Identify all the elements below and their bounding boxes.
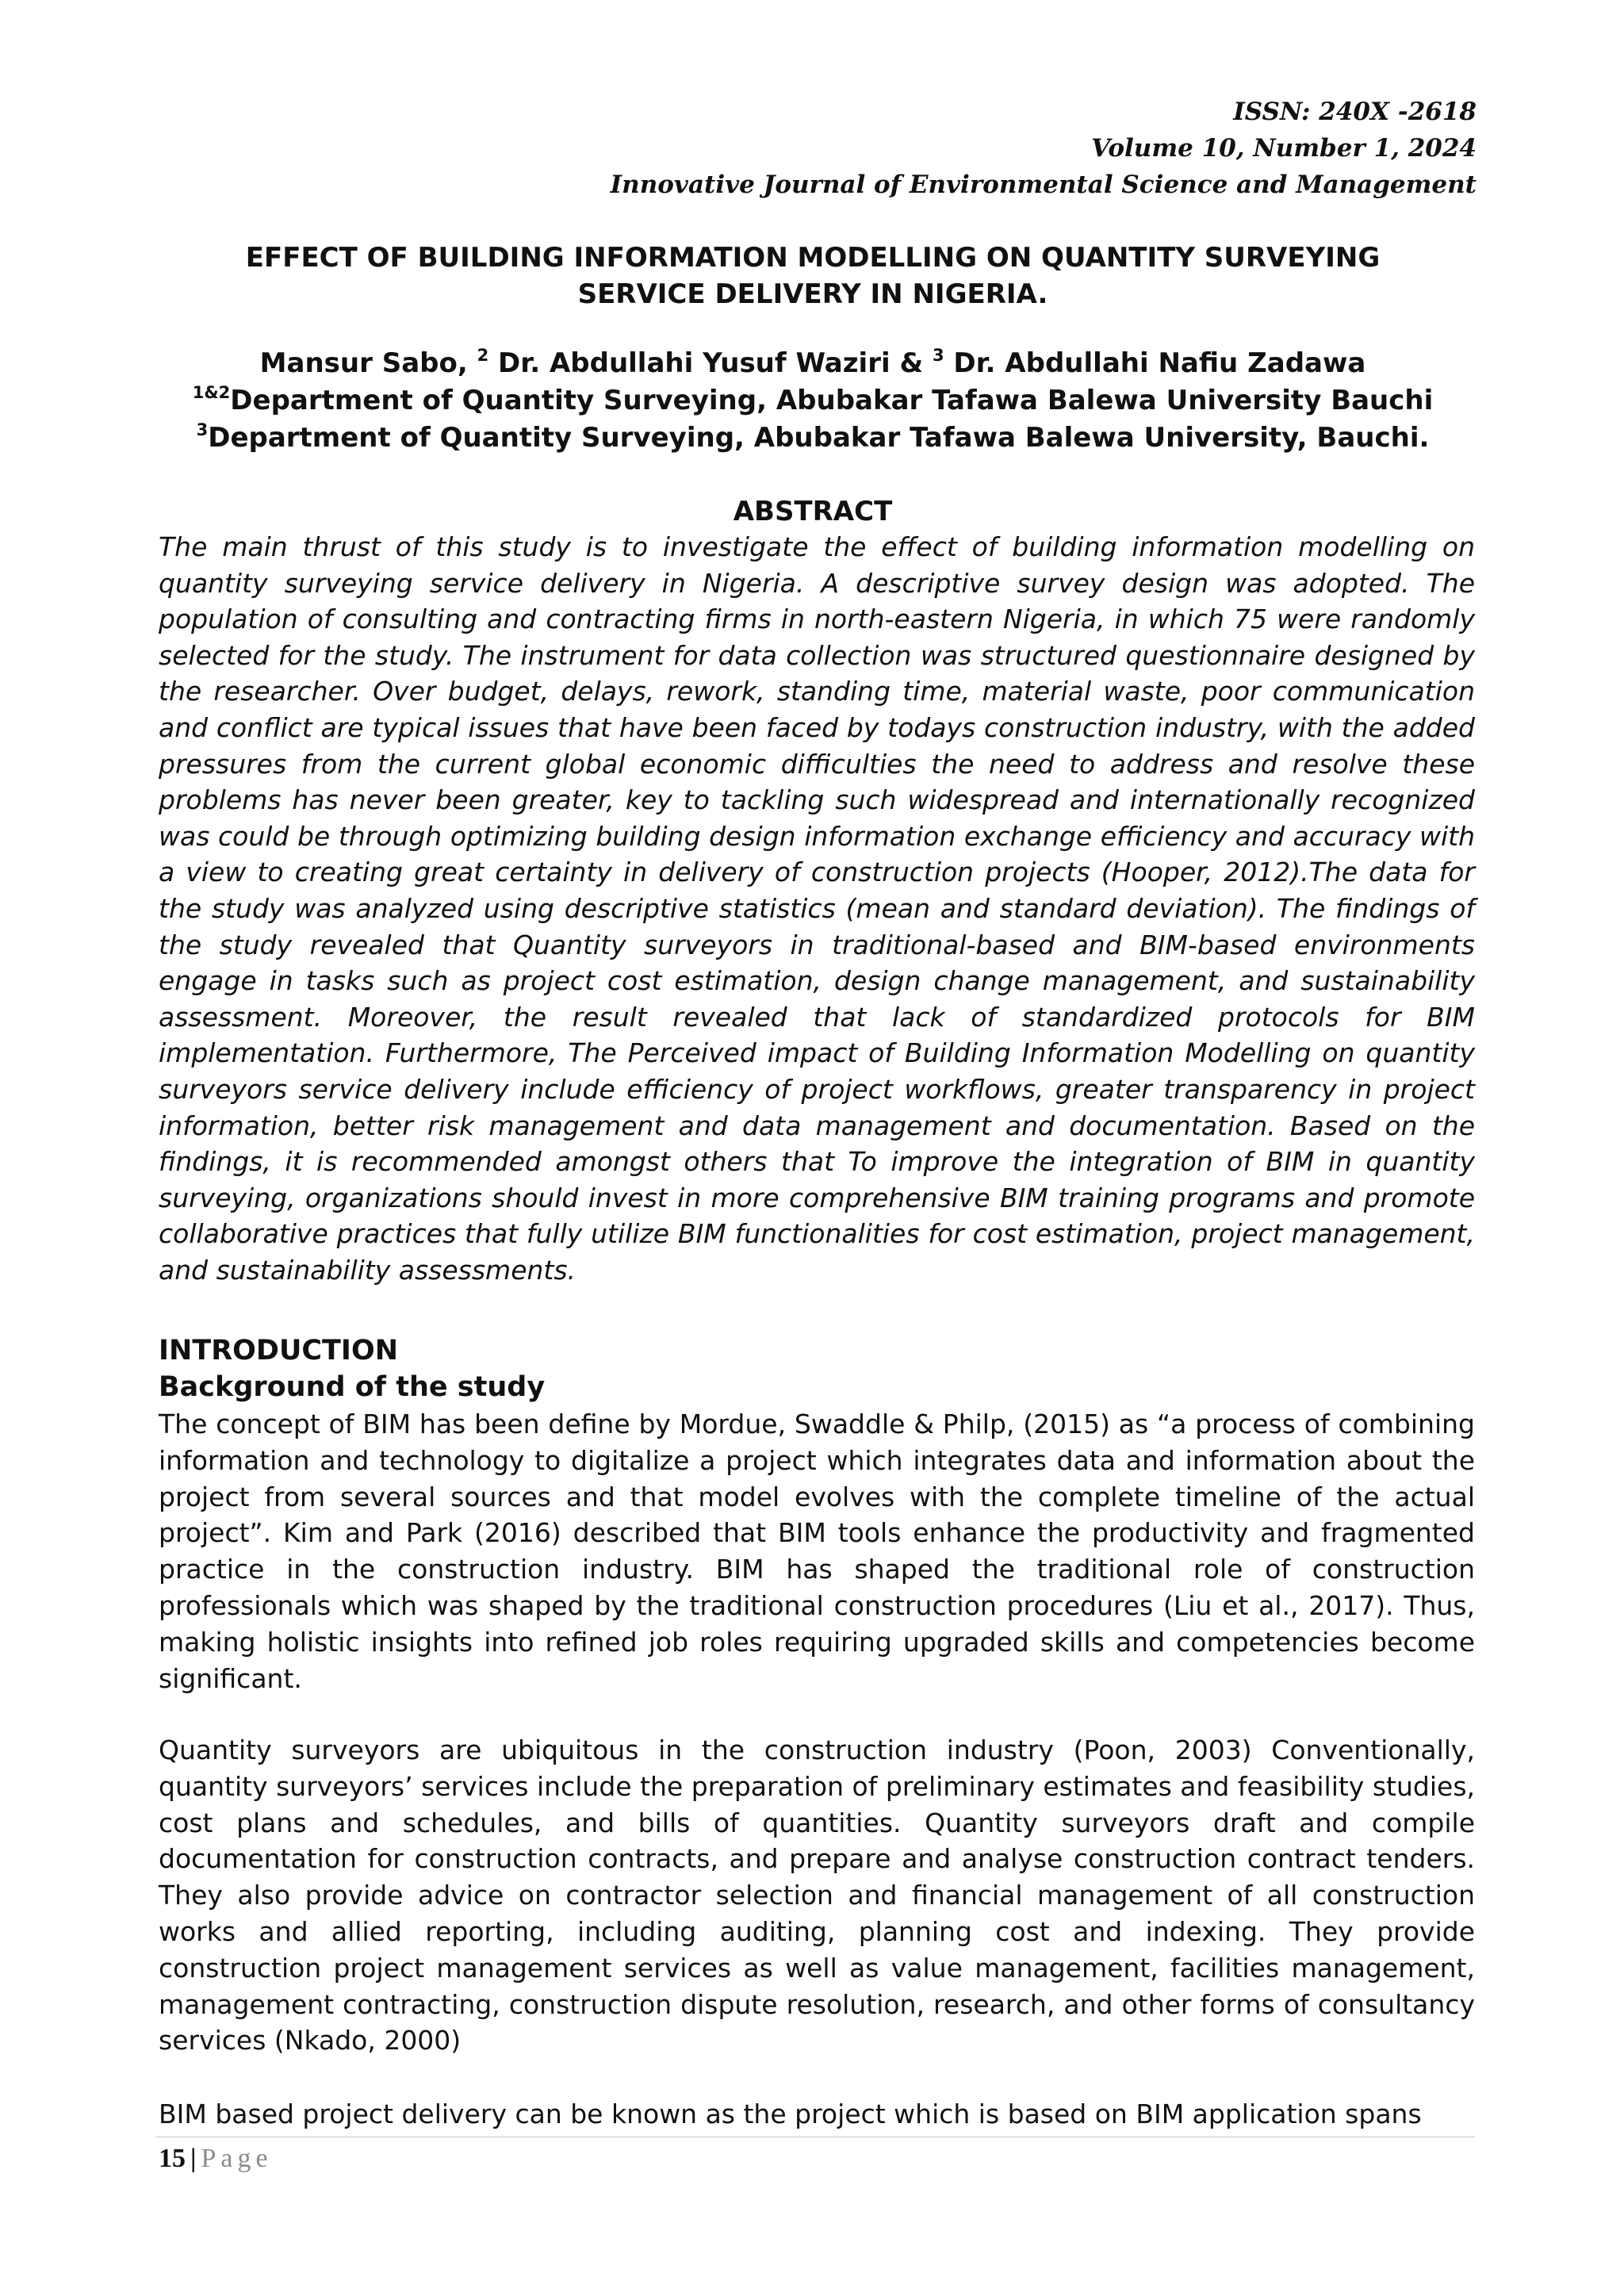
- author-2-marker: 2: [477, 346, 489, 365]
- affiliation-1-marker: 1&2: [192, 383, 231, 402]
- affiliation-2: [159, 420, 1467, 457]
- title-line-1: EFFECT OF BUILDING INFORMATION MODELLING ON QUANTITY SURVEYING: [245, 242, 1381, 274]
- author-1: Mansur Sabo,: [259, 347, 477, 379]
- page-label: Page: [201, 2144, 273, 2173]
- intro-paragraph-1: The concept of BIM has been define by Mordue, Swaddle & Philp, (2015) as “a process of combining information and technology to digitalize a project which integrates data and information about the project from several sources and that model evolves with the complete timeline of the actual project”. Kim and Park (2016) described that BIM tools enhance the productivity and fragmented practice in the construction industry. BIM has shaped the traditional role of construction professionals which was shaped by the traditional construction procedures (Liu et al., 2017). Thus, making holistic insights into refined job roles requiring upgraded skills and competencies become significant.: [159, 1409, 1475, 1694]
- author-3-marker: 3: [932, 346, 944, 365]
- affiliation-1: [159, 382, 1467, 420]
- journal-header: [611, 94, 1477, 203]
- affiliation-2-marker: 3: [196, 420, 209, 439]
- volume-line: Volume 10, Number 1, 2024: [1091, 134, 1477, 163]
- page-number: 15: [159, 2144, 186, 2173]
- author-names: [159, 345, 1467, 382]
- paper-title: [159, 240, 1467, 312]
- intro-paragraph-3: BIM based project delivery can be known as the project which is based on BIM application spans: [159, 2099, 1422, 2129]
- page-footer: [159, 2141, 273, 2176]
- abstract-text: The main thrust of this study is to investigate the effect of building information modelling on quantity surveying service delivery in Nigeria. A descriptive survey design was adopted. The population of consulting and contracting firms in north-eastern Nigeria, in which 75 were randomly selected for the study. The instrument for data collection was structured questionnaire designed by the researcher. Over budget, delays, rework, standing time, material waste, poor communication and conflict are typical issues that have been faced by todays construction industry, with the added pressures from the current global economic difficulties the need to address and resolve these problems has never been greater, key to tackling such widespread and internationally recognized was could be through optimizing building design information exchange efficiency and accuracy with a view to creating great certainty in delivery of construction projects (Hooper, 2012).The data for the study was analyzed using descriptive statistics (mean and standard deviation). The findings of the study revealed that Quantity surveyors in traditional-based and BIM-based environments engage in tasks such as project cost estimation, design change management, and sustainability assessment. Moreover, the result revealed that lack of standardized protocols for BIM implementation. Furthermore, The Perceived impact of Building Information Modelling on quantity surveyors service delivery include efficiency of project workflows, greater transparency in project information, better risk management and data management and documentation. Based on the findings, it is recommended amongst others that To improve the integration of BIM in quantity surveying, organizations should invest in more comprehensive BIM training programs and promote collaborative practices that fully utilize BIM functionalities for cost estimation, project management, and sustainability assessments.: [159, 531, 1475, 1286]
- introduction-heading: INTRODUCTION: [159, 1335, 398, 1366]
- author-2: Dr. Abdullahi Yusuf Waziri &: [488, 347, 933, 379]
- affiliation-2-text: Department of Quantity Surveying, Abubakar Tafawa Balewa University, Bauchi.: [208, 422, 1430, 454]
- author-3: Dr. Abdullahi Nafiu Zadawa: [944, 347, 1366, 379]
- title-line-2: SERVICE DELIVERY IN NIGERIA.: [577, 278, 1048, 310]
- footer-separator: |: [190, 2144, 197, 2173]
- author-block: [159, 345, 1467, 457]
- background-subheading: Background of the study: [159, 1371, 546, 1403]
- affiliation-1-text: Department of Quantity Surveying, Abubakar Tafawa Balewa University Bauchi: [230, 385, 1434, 416]
- abstract-heading: ABSTRACT: [733, 496, 893, 527]
- intro-paragraph-2: Quantity surveyors are ubiquitous in the construction industry (Poon, 2003) Conventionally, quantity surveyors’ services include the preparation of preliminary estimates and feasibility studies, cost plans and schedules, and bills of quantities. Quantity surveyors draft and compile documentation for construction contracts, and prepare and analyse construction contract tenders. They also provide advice on contractor selection and financial management of all construction works and allied reporting, including auditing, planning cost and indexing. They provide construction project management services as well as value management, facilities management, management contracting, construction dispute resolution, research, and other forms of consultancy services (Nkado, 2000): [159, 1734, 1475, 2056]
- issn-line: ISSN: 240X -2618: [1233, 98, 1477, 126]
- journal-name: Innovative Journal of Environmental Science and Management: [610, 171, 1477, 199]
